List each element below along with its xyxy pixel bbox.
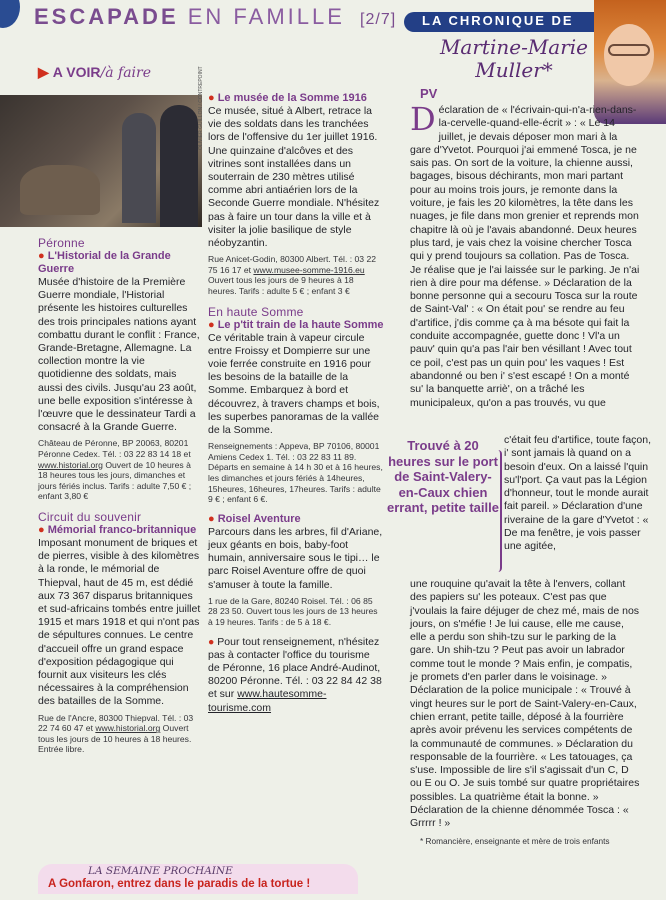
item-memorial-body: Imposant monument de briques et de pierres, visible à des kilomètres à la ronde, le mémorial de Thiepval, haut de 45 m, est dédié aux 73 367 disparus britanniques et sud-africains tombés entre juillet 1915 et mars 1918 et qui n'ont pas de sépultures connues. Le centre d'accueil offre un grand espace d'exposition pédagogique qui fournit aux visiteurs les clés nécessaires à la compréhension des batailles de la Somme. xyxy=(38,537,201,708)
pull-quote: Trouvé à 20 heures sur le port de Saint-Valery-en-Caux chien errant, petite taille xyxy=(387,438,499,515)
item-tourisme-body: Pour tout renseignement, n'hésitez pas à contacter l'office du tourisme de Péronne, 16 place André-Audinot, 80200 Péronne. Tél. : 03 22 84 42 38 et sur xyxy=(208,635,382,701)
bullet-icon: ● xyxy=(208,635,218,648)
item-train-title xyxy=(208,319,384,332)
item-memorial-title xyxy=(38,524,202,537)
chronicle-label: LA CHRONIQUE DE xyxy=(422,13,574,28)
chronicle-text-c: une rouquine qu'avait la tête à l'envers, collant des papiers su' les poteaux. C'est pas que j'voulais la faire déjuger de chez mé, mais de nos jours, on s'méfie ! Je lui cause, elle me cause, elle a perdu son shih-tzu sur le parking de la gare. Un shih-tzu ? Peut pas avoir un labrador comme tout le monde ? Mais enfin, je compatis, je promets d'en parler dans le voisinage. » Déclaration de la police municipale : « Trouvé à vingt heures sur le port de Saint-Valery-en-Caux, chien errant, petite taille, déposé à la fourrière après avoir prévenu les services compétents de la communauté de communes. » Déclaration du responsable de la fourrière. « Les tatouages, ça s'use. Impossible de lire s'il s'agissait d'un C, D ou E ou O. Je suis tombé sur quatre propriétaires possibles. La quatrième était la bonne. » Déclaration de la chienne dénommée Tosca : « Grrrrr ! » xyxy=(410,578,640,830)
item-memorial-title-text: Mémorial franco-britannique xyxy=(47,524,197,536)
section-haute-somme: En haute Somme xyxy=(208,304,304,319)
section-peronne: Péronne xyxy=(38,236,85,250)
photo-figure-2 xyxy=(160,105,198,227)
item-historial-info-2: Ouvert de 10 heures à 18 heures tous les jours, dimanches et jours fériés inclus. Tarifs : adulte 7,50 € ; enfant 3,80 € xyxy=(38,459,192,502)
column-3-side xyxy=(504,434,654,554)
next-week-banner xyxy=(38,864,358,894)
chronicle-title: PV xyxy=(420,86,438,101)
memorial-link[interactable]: www.historial.org xyxy=(95,723,161,734)
chronicle-text-a xyxy=(410,100,640,410)
item-historial-title xyxy=(38,250,202,276)
bullet-icon: ● xyxy=(208,92,218,104)
bullet-icon: ● xyxy=(208,318,218,331)
item-memorial-info-1: Rue de l'Ancre, 80300 Thiepval. Tél. : 03 22 74 60 47 et xyxy=(38,712,194,734)
column-3-top xyxy=(410,100,640,410)
tourisme-link[interactable]: www.hautesomme-tourisme.com xyxy=(208,688,327,714)
section-circuit: Circuit du souvenir xyxy=(38,510,142,524)
bullet-icon: ● xyxy=(38,524,48,536)
page-indicator: [2/7] xyxy=(360,11,397,28)
section-header-avoir xyxy=(38,64,151,81)
item-memorial-info xyxy=(38,713,202,755)
item-memorial-info-2: Ouvert tous les jours de 10 heures à 18 heures. Entrée libre. xyxy=(38,723,192,755)
pull-quote-bracket xyxy=(498,450,502,572)
museum-photo xyxy=(0,95,202,227)
column-2 xyxy=(208,92,384,715)
chronicle-text-b: c'était feu d'artifice, toute façon, i' sont jamais là quand on a besoin d'eux. On a laissé l'quin su'l'port. Ça vaut pas la Légion d'honneur, tout le monde aurait fait pareil. » Déclaration d'une riveraine de la gare d'Yvetot : « De ma fenêtre, je vois passer une agitée, xyxy=(504,434,652,553)
item-roisel-title xyxy=(208,513,384,526)
item-historial-title-text: L'Historial de la Grande Guerre xyxy=(38,250,171,275)
avoir-label: A VOIR xyxy=(52,64,101,80)
photo-credit: OLIVIER GUILLON / CONTREPOINT xyxy=(198,66,204,150)
author-footnote: * Romancière, enseignante et mère de trois enfants xyxy=(420,836,610,846)
title-main: ESCAPADE xyxy=(34,4,179,29)
bullet-icon: ● xyxy=(38,250,48,262)
item-musee-info xyxy=(208,254,384,296)
column-3-bottom xyxy=(410,578,640,831)
item-musee-title-text: Le musée de la Somme 1916 xyxy=(217,92,367,104)
item-train-title-text: Le p'tit train de la haute Somme xyxy=(217,318,384,331)
item-roisel-body: Parcours dans les arbres, fil d'Ariane, jeux géants en bois, baby-foot humain, anniversaire sous le tipi… le parc Roisel Aventure offre de quoi s'amuser à toute la famille. xyxy=(208,525,383,591)
item-musee-body: Ce musée, situé à Albert, retrace la vie des soldats dans les tranchées lors de l'offensive du 1er juillet 1916. Une quinzaine d'alcôves et des vitrines sont installées dans un souterrain de 230 mètres utilisé comme abri antiaérien lors de la Seconde Guerre mondiale. N'hésitez pas à faire un tour dans la ville et à visiter la jolie basilique de style néobyzantin. xyxy=(208,105,380,250)
header-ornament xyxy=(0,0,20,28)
item-musee-info-2: Ouvert tous les jours de 9 heures à 18 heures. Tarifs : adulte 5 € ; enfant 3 € xyxy=(208,275,354,297)
pull-quote-box xyxy=(386,438,500,516)
chronicle-text-a-body: éclaration de « l'écrivain-qui-n'a-rien-dans-la-cervelle-quand-elle-écrit » : « Le 14 juillet, je devais déposer mon mari à la gare d'Yvetot. Pourquoi j'ai emmené Tosca, je ne sais pas. On sort de la voiture, la chienne aussi, bagages, bisous déchirants, mon mari partant pour au moins trois jours, je remonte dans la voiture, je fais les 20 kilomètres, la tête dans les nuages, je file dans mon grenier et reprends mon chapitre là où je l'avais abandonné. Deux heures plus tard, je vais chez la voisine chercher Tosca qui y prend toujours sa collation. Pas de Tosca. Je réalise que je l'ai laissée sur le parking. Je n'ai rien à dire pour ma défense. » Déclaration de la bonne personne qui a secouru Tosca sur la route de Saint-Val' : « On était pou' se rendre au feu d'artifice, j'dis comme ça à ma bésote qui fait la conduite accompagnée, guette donc ! Vl'a un pauv' quin qu'a pas l'air ben vésillant ! Avec tout ce poil, c'est pas un quin pou' les vaques ! Est abandonné ou ben i' s'est escapé ! On a monté su' la banquette arriè', on a trâché les municipaleux, qu'on a pas trouvés, vu que xyxy=(410,104,640,409)
bullet-icon: ● xyxy=(208,512,218,525)
historial-link[interactable]: www.historial.org xyxy=(38,459,103,470)
title-second: EN FAMILLE xyxy=(187,4,345,29)
item-historial-body: Musée d'histoire de la Première Guerre mondiale, l'Historial présente les histoires culturelles des trois principales nations ayant combattu durant le conflit : France, Grande-Bretagne, Allemagne. La collection montre la vie quotidienne des soldats, mais aussi des civils. Jusqu'au 23 août, une belle exposition s'intéresse à l'œuvre que le dessinateur Tardi a consacré à la Grande Guerre. xyxy=(38,276,200,434)
portrait-glasses xyxy=(608,44,650,56)
musee-link[interactable]: www.musee-somme-1916.eu xyxy=(253,264,365,275)
photo-shell-shape xyxy=(20,165,100,215)
author-name: Martine-Marie Muller* xyxy=(439,35,589,82)
item-historial-info xyxy=(38,438,202,502)
item-tourisme xyxy=(208,636,384,715)
next-week-label: LA SEMAINE PROCHAINE xyxy=(88,865,233,877)
photo-figure-1 xyxy=(122,113,156,223)
afaire-label: /à faire xyxy=(100,65,151,81)
arrow-icon: ▶ xyxy=(38,64,49,80)
item-historial-info-1: Château de Péronne, BP 20063, 80201 Péronne Cedex. Tél. : 03 22 83 14 18 et xyxy=(38,438,191,460)
item-musee-info-1: Rue Anicet-Godin, 80300 Albert. Tél. : 03 22 75 16 17 et xyxy=(208,254,377,275)
item-musee-title xyxy=(208,92,384,105)
item-train-info: Renseignements : Appeva, BP 70106, 80001 Amiens Cedex 1. Tél. : 03 22 83 11 89. Départs en semaine à 14 h 30 et à 16 heures, les dimanches et jours fériés à 14heures, 15heures, 16heures, 17heures. Tarifs : adulte 9 € ; enfant 6 €. xyxy=(208,441,383,505)
page-title xyxy=(34,4,396,30)
drop-cap: D xyxy=(410,100,436,138)
item-roisel-title-text: Roisel Aventure xyxy=(217,512,301,525)
item-roisel-info: 1 rue de la Gare, 80240 Roisel. Tél. : 06 85 28 23 50. Ouvert tous les jours de 13 heures à 19 heures. Tarifs : de 5 à 18 €. xyxy=(208,595,378,627)
header-band xyxy=(0,0,404,30)
next-week-title: A Gonfaron, entrez dans le paradis de la tortue ! xyxy=(48,878,311,890)
item-train-body: Ce véritable train à vapeur circule entre Froissy et Dompierre sur une voie ferrée construite en 1916 pour les besoins de la bataille de la Somme. Embarquez à bord et découvrez, à travers champs et bois, les superbes panoramas de la vallée de la Somme. xyxy=(208,331,380,437)
column-1 xyxy=(38,236,202,755)
